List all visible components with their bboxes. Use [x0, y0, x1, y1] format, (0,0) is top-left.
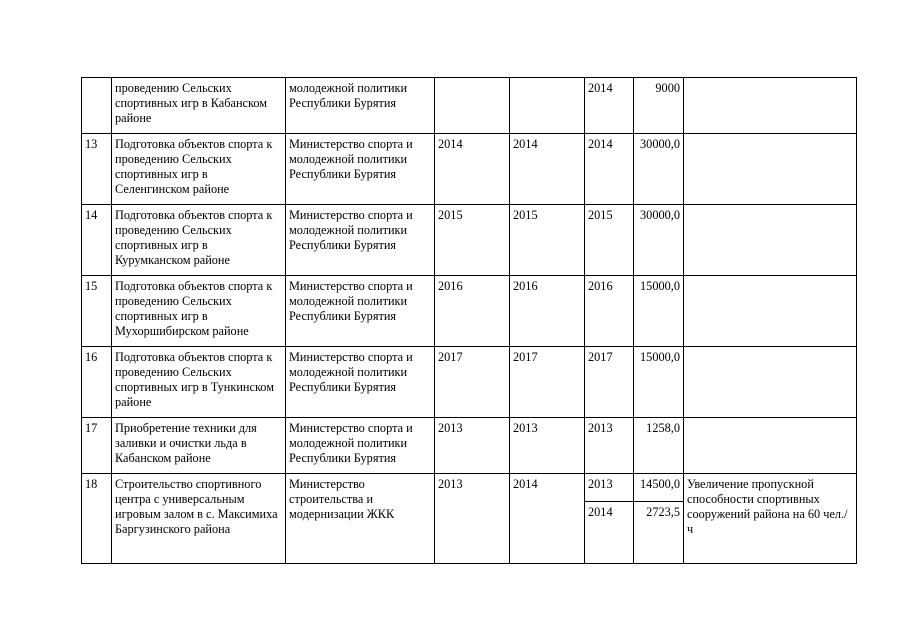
end-year: 2016	[510, 276, 585, 347]
funding-amount: 2723,5	[634, 502, 684, 564]
start-year: 2015	[435, 205, 510, 276]
funding-amount: 1258,0	[634, 418, 684, 474]
funding-amount: 15000,0	[634, 276, 684, 347]
document-page	[81, 77, 857, 564]
expected-result: Увеличение пропускной способности спортивных сооружений района на 60 чел./ч	[684, 474, 857, 564]
executor-name: Министерство строительства и модернизации ЖКК	[286, 474, 435, 564]
funding-year: 2014	[585, 502, 634, 564]
funding-year: 2013	[585, 474, 634, 502]
end-year: 2015	[510, 205, 585, 276]
table-row	[82, 347, 857, 418]
activity-name: Подготовка объектов спорта к проведению Сельских спортивных игр в Тункинском районе	[112, 347, 286, 418]
funding-amount: 15000,0	[634, 347, 684, 418]
funding-year: 2014	[585, 78, 634, 134]
executor-name: Министерство спорта и молодежной политики Республики Бурятия	[286, 418, 435, 474]
funding-year: 2015	[585, 205, 634, 276]
program-activities-table	[81, 77, 857, 564]
expected-result	[684, 205, 857, 276]
activity-name: Подготовка объектов спорта к проведению Сельских спортивных игр в Селенгинском районе	[112, 134, 286, 205]
executor-name: Министерство спорта и молодежной политики Республики Бурятия	[286, 276, 435, 347]
table-row	[82, 78, 857, 134]
activity-name: Приобретение техники для заливки и очистки льда в Кабанском районе	[112, 418, 286, 474]
end-year	[510, 78, 585, 134]
funding-amount: 30000,0	[634, 205, 684, 276]
executor-name: Министерство спорта и молодежной политики Республики Бурятия	[286, 205, 435, 276]
executor-name: молодежной политики Республики Бурятия	[286, 78, 435, 134]
start-year	[435, 78, 510, 134]
activity-name: Строительство спортивного центра с универсальным игровым залом в с. Максимиха Баргузинского района	[112, 474, 286, 564]
start-year: 2014	[435, 134, 510, 205]
row-number: 17	[82, 418, 112, 474]
funding-year: 2016	[585, 276, 634, 347]
row-number	[82, 78, 112, 134]
end-year: 2017	[510, 347, 585, 418]
end-year: 2013	[510, 418, 585, 474]
row-number: 18	[82, 474, 112, 564]
funding-amount: 30000,0	[634, 134, 684, 205]
expected-result	[684, 347, 857, 418]
funding-year: 2013	[585, 418, 634, 474]
expected-result	[684, 418, 857, 474]
start-year: 2013	[435, 474, 510, 564]
funding-year: 2014	[585, 134, 634, 205]
funding-amount: 14500,0	[634, 474, 684, 502]
start-year: 2017	[435, 347, 510, 418]
executor-name: Министерство спорта и молодежной политики Республики Бурятия	[286, 134, 435, 205]
start-year: 2013	[435, 418, 510, 474]
row-number: 14	[82, 205, 112, 276]
expected-result	[684, 78, 857, 134]
table-row	[82, 134, 857, 205]
end-year: 2014	[510, 474, 585, 564]
table-row	[82, 205, 857, 276]
row-number: 15	[82, 276, 112, 347]
funding-year: 2017	[585, 347, 634, 418]
expected-result	[684, 134, 857, 205]
table-row	[82, 474, 857, 502]
executor-name: Министерство спорта и молодежной политики Республики Бурятия	[286, 347, 435, 418]
table-row	[82, 276, 857, 347]
start-year: 2016	[435, 276, 510, 347]
table-row	[82, 418, 857, 474]
activity-name: Подготовка объектов спорта к проведению Сельских спортивных игр в Курумканском районе	[112, 205, 286, 276]
activity-name: Подготовка объектов спорта к проведению Сельских спортивных игр в Мухоршибирском районе	[112, 276, 286, 347]
row-number: 13	[82, 134, 112, 205]
expected-result	[684, 276, 857, 347]
end-year: 2014	[510, 134, 585, 205]
activity-name: проведению Сельских спортивных игр в Кабанском районе	[112, 78, 286, 134]
row-number: 16	[82, 347, 112, 418]
funding-amount: 9000	[634, 78, 684, 134]
